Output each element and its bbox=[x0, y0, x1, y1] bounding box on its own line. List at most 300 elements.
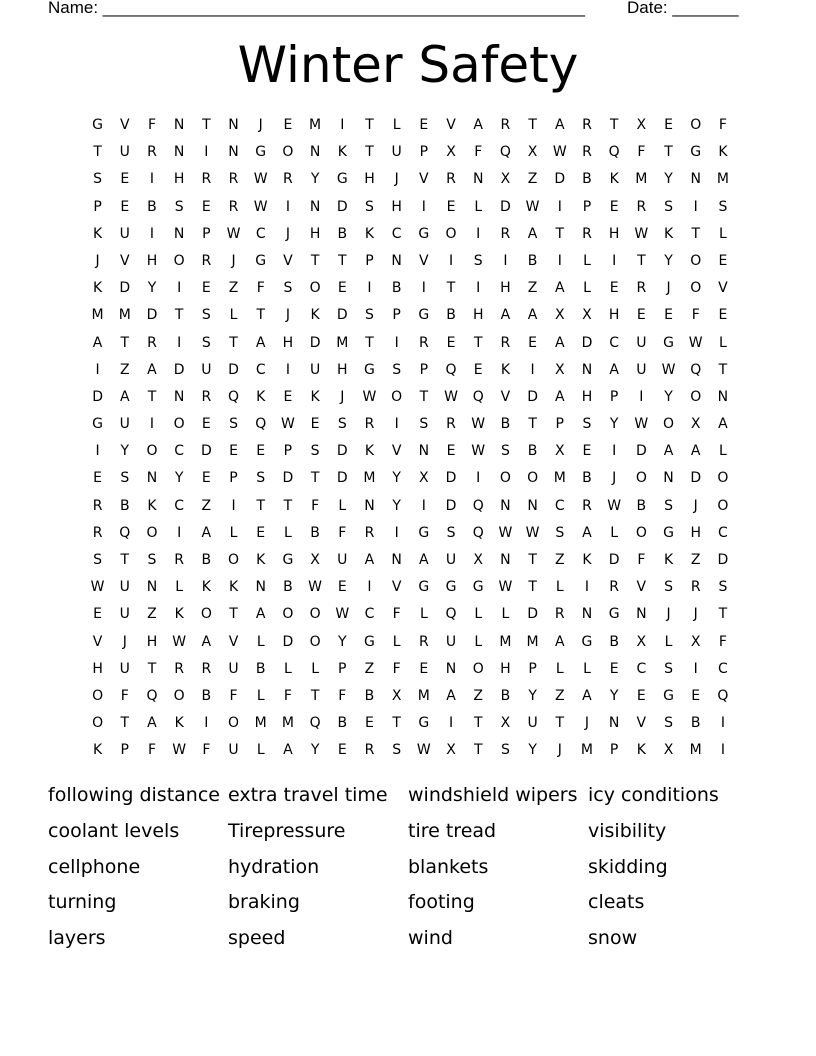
grid-letter: V bbox=[283, 252, 293, 269]
grid-letter: Z bbox=[119, 361, 130, 378]
grid-letter: F bbox=[392, 660, 401, 677]
grid-letter: T bbox=[229, 334, 238, 351]
grid-letter: G bbox=[690, 144, 702, 161]
grid-letter: B bbox=[310, 524, 320, 541]
grid-letter: H bbox=[391, 198, 402, 215]
grid-letter: Q bbox=[717, 687, 729, 704]
grid-letter: P bbox=[582, 198, 592, 215]
grid-letter: G bbox=[282, 552, 294, 568]
grid-letter: G bbox=[472, 579, 484, 596]
grid-row bbox=[84, 438, 737, 465]
grid-letter: R bbox=[582, 144, 592, 161]
grid-letter: F bbox=[718, 117, 727, 133]
grid-letter: X bbox=[554, 443, 565, 460]
grid-letter: W bbox=[253, 198, 268, 215]
grid-letter: R bbox=[92, 524, 103, 541]
grid-letter: O bbox=[173, 252, 185, 269]
grid-letter: U bbox=[309, 361, 321, 378]
grid-letter: S bbox=[446, 524, 456, 541]
grid-letter: A bbox=[718, 416, 728, 433]
grid-letter: M bbox=[118, 307, 131, 324]
word-list-item: wind bbox=[408, 927, 453, 950]
grid-letter: J bbox=[557, 742, 562, 759]
grid-letter: O bbox=[228, 715, 240, 732]
grid-letter: R bbox=[500, 225, 511, 242]
word-list-item: speed bbox=[228, 927, 286, 950]
grid-letter: G bbox=[608, 606, 620, 623]
grid-row bbox=[84, 601, 737, 628]
grid-letter: E bbox=[201, 198, 211, 215]
grid-letter: R bbox=[147, 334, 157, 351]
grid-letter: H bbox=[500, 660, 511, 677]
grid-row bbox=[84, 493, 737, 520]
grid-letter: K bbox=[256, 552, 266, 568]
grid-letter: Q bbox=[445, 361, 457, 378]
grid-letter: Z bbox=[554, 687, 565, 704]
grid-letter: Z bbox=[554, 552, 565, 568]
grid-letter: G bbox=[663, 687, 674, 704]
grid-letter: T bbox=[473, 715, 483, 732]
grid-letter: W bbox=[688, 334, 703, 351]
grid-letter: U bbox=[337, 552, 348, 568]
grid-letter: B bbox=[201, 552, 212, 568]
grid-letter: E bbox=[446, 443, 456, 460]
grid-letter: N bbox=[418, 443, 430, 460]
grid-letter: S bbox=[419, 416, 429, 433]
grid-letter: F bbox=[120, 687, 129, 704]
grid-letter: B bbox=[527, 252, 538, 269]
grid-letter: K bbox=[228, 579, 239, 596]
grid-letter: A bbox=[446, 687, 456, 704]
grid-letter: L bbox=[311, 660, 319, 677]
grid-letter: U bbox=[636, 361, 647, 378]
word-list-item: cleats bbox=[588, 891, 645, 914]
grid-letter: D bbox=[146, 307, 158, 324]
grid-letter: Y bbox=[392, 470, 401, 487]
grid-letter: E bbox=[283, 117, 293, 133]
grid-letter: E bbox=[419, 660, 429, 677]
grid-letter: T bbox=[555, 715, 565, 732]
grid-letter: P bbox=[419, 144, 429, 161]
grid-letter: N bbox=[581, 361, 593, 378]
grid-letter: N bbox=[472, 171, 484, 188]
grid-letter: X bbox=[473, 552, 484, 568]
grid-letter: Q bbox=[228, 388, 240, 405]
grid-letter: Q bbox=[119, 524, 131, 541]
grid-letter: M bbox=[417, 687, 430, 704]
grid-letter: S bbox=[664, 198, 673, 215]
grid-letter: H bbox=[337, 361, 348, 378]
grid-letter: I bbox=[177, 524, 182, 541]
grid-letter: S bbox=[93, 171, 103, 188]
grid-row bbox=[84, 656, 737, 683]
grid-letter: M bbox=[363, 470, 376, 487]
grid-letter: O bbox=[92, 715, 104, 732]
grid-letter: R bbox=[228, 171, 239, 188]
grid-letter: Z bbox=[228, 280, 239, 297]
grid-letter: D bbox=[690, 470, 702, 487]
grid-letter: R bbox=[228, 198, 239, 215]
grid-letter: G bbox=[364, 633, 375, 650]
grid-letter: I bbox=[367, 280, 372, 297]
grid-letter: Y bbox=[528, 742, 537, 759]
grid-letter: I bbox=[693, 660, 698, 677]
grid-letter: H bbox=[581, 388, 593, 405]
grid-letter: B bbox=[527, 443, 538, 460]
grid-letter: N bbox=[173, 388, 185, 405]
grid-letter: L bbox=[229, 307, 238, 324]
grid-letter: I bbox=[285, 361, 290, 378]
grid-letter: T bbox=[609, 117, 619, 133]
grid-letter: G bbox=[418, 715, 430, 732]
grid-letter: X bbox=[690, 416, 701, 433]
grid-letter: R bbox=[582, 225, 592, 242]
grid-letter: U bbox=[228, 742, 239, 759]
grid-letter: E bbox=[283, 388, 293, 405]
grid-letter: R bbox=[364, 416, 375, 433]
grid-letter: B bbox=[609, 633, 619, 650]
grid-letter: T bbox=[473, 742, 483, 759]
grid-letter: P bbox=[419, 361, 429, 378]
grid-letter: J bbox=[122, 633, 127, 650]
grid-letter: F bbox=[392, 606, 401, 623]
grid-letter: Z bbox=[364, 660, 375, 677]
grid-letter: T bbox=[419, 388, 429, 405]
grid-letter: O bbox=[527, 470, 539, 487]
grid-letter: T bbox=[528, 552, 537, 568]
grid-letter: F bbox=[691, 307, 700, 324]
grid-letter: R bbox=[283, 171, 293, 188]
grid-letter: A bbox=[283, 742, 293, 759]
grid-letter: K bbox=[174, 606, 184, 623]
grid-row bbox=[84, 330, 737, 357]
grid-letter: B bbox=[119, 497, 130, 514]
date-field: Date: _______ bbox=[627, 0, 739, 17]
grid-letter: N bbox=[173, 225, 185, 242]
grid-letter: P bbox=[338, 660, 347, 677]
grid-letter: T bbox=[528, 117, 537, 133]
grid-row bbox=[84, 357, 737, 384]
grid-letter: V bbox=[391, 443, 402, 460]
grid-letter: E bbox=[664, 117, 673, 133]
grid-letter: T bbox=[120, 334, 130, 351]
grid-letter: S bbox=[147, 552, 157, 568]
grid-letter: X bbox=[582, 307, 592, 324]
letter-grid bbox=[84, 112, 737, 765]
grid-letter: G bbox=[255, 252, 267, 269]
grid-letter: O bbox=[282, 144, 294, 161]
grid-letter: I bbox=[95, 361, 100, 378]
grid-letter: A bbox=[92, 334, 103, 351]
grid-letter: E bbox=[201, 470, 211, 487]
grid-letter: L bbox=[419, 606, 428, 623]
grid-letter: I bbox=[693, 198, 698, 215]
grid-letter: D bbox=[500, 198, 511, 215]
grid-letter: H bbox=[173, 171, 185, 188]
grid-letter: T bbox=[691, 225, 700, 242]
grid-letter: S bbox=[392, 742, 402, 759]
grid-letter: I bbox=[612, 443, 617, 460]
grid-letter: N bbox=[146, 579, 158, 596]
grid-letter: T bbox=[664, 144, 673, 161]
grid-letter: X bbox=[554, 307, 565, 324]
grid-letter: I bbox=[149, 171, 155, 188]
grid-letter: J bbox=[340, 388, 345, 405]
grid-letter: I bbox=[530, 361, 535, 378]
grid-letter: O bbox=[146, 524, 158, 541]
grid-row bbox=[84, 384, 737, 411]
grid-letter: G bbox=[92, 416, 104, 433]
grid-letter: I bbox=[503, 252, 508, 269]
grid-letter: C bbox=[718, 660, 728, 677]
grid-letter: I bbox=[340, 117, 345, 133]
grid-letter: L bbox=[284, 524, 292, 541]
grid-letter: O bbox=[282, 606, 294, 623]
grid-letter: D bbox=[282, 633, 294, 650]
grid-letter: T bbox=[120, 552, 130, 568]
grid-letter: I bbox=[421, 497, 426, 514]
grid-letter: Z bbox=[527, 171, 538, 188]
grid-letter: A bbox=[201, 524, 212, 541]
grid-letter: M bbox=[689, 742, 702, 759]
grid-letter: D bbox=[445, 470, 457, 487]
grid-letter: H bbox=[500, 280, 511, 297]
grid-letter: Q bbox=[499, 144, 511, 161]
grid-letter: T bbox=[120, 715, 130, 732]
grid-letter: D bbox=[336, 443, 348, 460]
grid-letter: W bbox=[444, 388, 458, 405]
grid-letter: K bbox=[93, 280, 103, 297]
grid-letter: X bbox=[636, 117, 647, 133]
grid-letter: A bbox=[255, 606, 266, 623]
grid-letter: I bbox=[421, 280, 426, 297]
grid-letter: I bbox=[557, 198, 562, 215]
grid-letter: K bbox=[718, 144, 728, 161]
grid-letter: F bbox=[338, 687, 347, 704]
grid-letter: X bbox=[554, 361, 565, 378]
grid-letter: U bbox=[527, 715, 538, 732]
grid-letter: A bbox=[527, 225, 538, 242]
grid-letter: F bbox=[311, 497, 320, 514]
grid-letter: T bbox=[528, 416, 537, 433]
grid-letter: W bbox=[498, 524, 513, 541]
word-list-item: layers bbox=[48, 927, 106, 950]
grid-letter: X bbox=[663, 742, 674, 759]
grid-letter: U bbox=[119, 225, 130, 242]
word-list-item: extra travel time bbox=[228, 784, 388, 806]
grid-letter: M bbox=[499, 633, 512, 650]
grid-letter: N bbox=[309, 144, 321, 161]
grid-letter: R bbox=[446, 416, 456, 433]
page-title: Winter Safety bbox=[237, 36, 579, 94]
grid-letter: N bbox=[717, 388, 729, 405]
grid-letter: C bbox=[609, 334, 620, 351]
grid-letter: Y bbox=[609, 687, 619, 704]
grid-letter: R bbox=[364, 742, 375, 759]
grid-letter: E bbox=[337, 280, 347, 297]
grid-letter: E bbox=[582, 443, 592, 460]
grid-letter: U bbox=[119, 660, 130, 677]
grid-letter: R bbox=[92, 497, 103, 514]
word-list-item: following distance bbox=[48, 784, 220, 806]
grid-letter: Y bbox=[174, 470, 184, 487]
grid-letter: F bbox=[256, 280, 265, 297]
grid-letter: S bbox=[174, 198, 184, 215]
grid-letter: E bbox=[446, 198, 456, 215]
grid-letter: T bbox=[637, 252, 646, 269]
grid-letter: S bbox=[392, 361, 402, 378]
grid-letter: Y bbox=[310, 742, 320, 759]
grid-letter: J bbox=[693, 497, 698, 514]
grid-letter: V bbox=[500, 388, 511, 405]
grid-letter: D bbox=[282, 470, 294, 487]
grid-letter: C bbox=[255, 361, 266, 378]
grid-letter: W bbox=[525, 198, 540, 215]
grid-letter: I bbox=[204, 715, 209, 732]
grid-letter: N bbox=[146, 470, 158, 487]
grid-letter: J bbox=[666, 606, 671, 623]
grid-row bbox=[84, 547, 737, 574]
grid-letter: E bbox=[256, 524, 266, 541]
grid-letter: I bbox=[394, 524, 399, 541]
grid-letter: R bbox=[582, 117, 592, 133]
grid-letter: T bbox=[310, 470, 320, 487]
grid-letter: E bbox=[229, 443, 238, 460]
grid-letter: R bbox=[174, 552, 185, 568]
grid-letter: U bbox=[119, 606, 130, 623]
grid-letter: M bbox=[526, 633, 539, 650]
word-list-item: icy conditions bbox=[588, 784, 719, 806]
grid-letter: Q bbox=[472, 388, 484, 405]
grid-letter: X bbox=[527, 144, 538, 161]
grid-letter: N bbox=[500, 552, 511, 568]
grid-letter: X bbox=[446, 742, 456, 759]
grid-letter: J bbox=[394, 171, 399, 188]
grid-letter: N bbox=[364, 497, 375, 514]
grid-letter: W bbox=[308, 579, 323, 596]
grid-letter: I bbox=[639, 388, 644, 405]
grid-letter: N bbox=[500, 497, 511, 514]
grid-letter: D bbox=[92, 388, 103, 405]
grid-letter: I bbox=[421, 198, 426, 215]
grid-letter: N bbox=[663, 470, 674, 487]
grid-letter: F bbox=[147, 117, 156, 133]
grid-letter: S bbox=[93, 552, 103, 568]
grid-letter: W bbox=[416, 742, 431, 759]
word-list-item: windshield wipers bbox=[408, 784, 578, 806]
grid-letter: A bbox=[554, 117, 565, 133]
grid-letter: C bbox=[636, 660, 647, 677]
grid-letter: H bbox=[146, 633, 158, 650]
grid-letter: T bbox=[365, 117, 374, 133]
grid-letter: M bbox=[281, 715, 294, 732]
grid-letter: R bbox=[554, 606, 565, 623]
grid-row bbox=[84, 574, 737, 601]
grid-letter: V bbox=[419, 171, 429, 188]
grid-letter: K bbox=[364, 225, 375, 242]
grid-letter: M bbox=[254, 715, 267, 732]
grid-letter: D bbox=[717, 552, 729, 568]
grid-letter: V bbox=[446, 117, 456, 133]
grid-letter: R bbox=[201, 388, 212, 405]
grid-letter: O bbox=[228, 552, 240, 568]
grid-letter: R bbox=[636, 280, 647, 297]
word-list-item: hydration bbox=[228, 855, 320, 878]
grid-row bbox=[84, 411, 737, 438]
grid-letter: T bbox=[229, 606, 238, 623]
grid-letter: N bbox=[228, 117, 239, 133]
grid-letter: F bbox=[338, 524, 347, 541]
grid-letter: I bbox=[476, 225, 481, 242]
grid-letter: J bbox=[95, 252, 100, 269]
grid-letter: X bbox=[500, 171, 511, 188]
grid-letter: E bbox=[664, 307, 673, 324]
grid-letter: U bbox=[445, 633, 457, 650]
grid-letter: T bbox=[392, 715, 401, 732]
grid-letter: E bbox=[120, 171, 130, 188]
grid-letter: E bbox=[609, 660, 619, 677]
grid-row bbox=[84, 302, 737, 329]
grid-letter: O bbox=[717, 497, 729, 514]
grid-letter: A bbox=[582, 687, 592, 704]
grid-row bbox=[84, 737, 737, 764]
grid-letter: L bbox=[284, 660, 292, 677]
grid-letter: T bbox=[528, 579, 537, 596]
grid-letter: J bbox=[666, 280, 671, 297]
grid-letter: K bbox=[337, 144, 347, 161]
grid-letter: I bbox=[612, 252, 617, 269]
grid-letter: L bbox=[392, 633, 401, 650]
grid-letter: R bbox=[174, 660, 185, 677]
grid-letter: R bbox=[500, 117, 511, 133]
grid-letter: B bbox=[283, 579, 293, 596]
grid-letter: M bbox=[91, 307, 104, 324]
word-list-item: blankets bbox=[408, 855, 489, 878]
grid-letter: K bbox=[609, 171, 619, 188]
grid-letter: G bbox=[418, 524, 430, 541]
grid-letter: D bbox=[309, 334, 321, 351]
grid-letter: C bbox=[554, 497, 565, 514]
grid-letter: B bbox=[255, 660, 266, 677]
grid-letter: G bbox=[663, 334, 674, 351]
grid-letter: N bbox=[391, 252, 402, 269]
grid-letter: O bbox=[92, 687, 104, 704]
grid-letter: W bbox=[661, 361, 676, 378]
word-list-item: skidding bbox=[588, 855, 668, 878]
grid-letter: Q bbox=[472, 497, 484, 514]
grid-letter: T bbox=[310, 687, 320, 704]
grid-letter: I bbox=[448, 252, 454, 269]
grid-letter: O bbox=[391, 388, 403, 405]
grid-letter: V bbox=[636, 579, 647, 596]
grid-letter: L bbox=[555, 579, 564, 596]
grid-letter: S bbox=[283, 280, 293, 297]
grid-letter: Y bbox=[664, 171, 673, 188]
grid-letter: S bbox=[664, 497, 673, 514]
grid-letter: X bbox=[446, 144, 456, 161]
grid-letter: D bbox=[608, 552, 620, 568]
grid-letter: T bbox=[147, 388, 157, 405]
grid-letter: J bbox=[693, 606, 698, 623]
grid-letter: Q bbox=[146, 687, 158, 704]
grid-letter: E bbox=[718, 252, 728, 269]
grid-letter: D bbox=[200, 443, 212, 460]
grid-letter: R bbox=[147, 144, 157, 161]
grid-letter: I bbox=[231, 497, 236, 514]
grid-letter: J bbox=[285, 225, 290, 242]
grid-letter: Q bbox=[608, 144, 620, 161]
grid-letter: G bbox=[336, 171, 348, 188]
